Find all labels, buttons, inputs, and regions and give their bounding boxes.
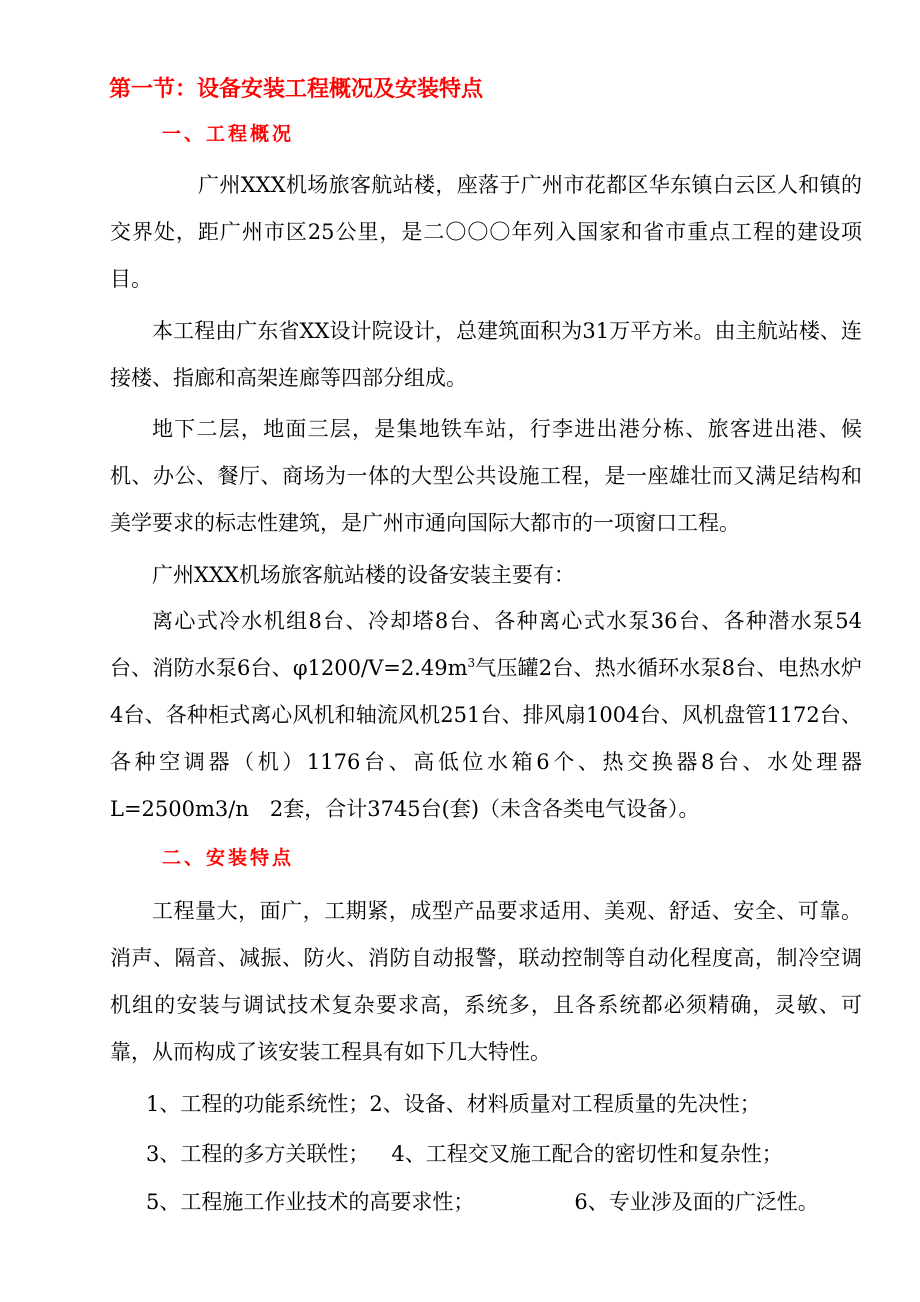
- feature-item: 6、专业涉及面的广泛性。: [574, 1190, 819, 1214]
- paragraph-airport-location: 广州XXX机场旅客航站楼，座落于广州市花都区华东镇白云区人和镇的交界处，距广州市区25公里，是二〇〇〇年列入国家和省市重点工程的建设项目。: [110, 173, 862, 291]
- feature-list-row: [146, 1184, 866, 1220]
- equipment-text-part2: 气压罐2台、热水循环水泵8台、电热水炉4台、各种柜式离心风机和轴流风机251台、排风扇1004台、风机盘管1172台、各种空调器（机）1176台、高低位水箱6个、热交换器8台、水处理器L=2500m3/n 2套，合计3745台(套)（未含各类电气设备）。: [110, 656, 862, 821]
- paragraph-design-area: 本工程由广东省XX设计院设计，总建筑面积为31万平方米。由主航站楼、连接楼、指廊和高架连廊等四部分组成。: [110, 319, 862, 390]
- paragraph-building-description: 地下二层，地面三层，是集地铁车站，行李进出港分栋、旅客进出港、候机、办公、餐厅、商场为一体的大型公共设施工程，是一座雄壮而又满足结构和美学要求的标志性建筑，是广州市通向国际大都市的一项窗口工程。: [110, 417, 862, 535]
- feature-item: 2、设备、材料质量对工程质量的先决性；: [369, 1092, 761, 1116]
- feature-list-row: [146, 1086, 866, 1122]
- paragraph-equipment-list: [110, 598, 862, 833]
- feature-list-row: [146, 1136, 866, 1172]
- paragraph-features: 工程量大，面广，工期紧，成型产品要求适用、美观、舒适、安全、可靠。消声、隔音、减振、防火、消防自动报警，联动控制等自动化程度高，制冷空调机组的安装与调试技术复杂要求高，系统多，且各系统都必须精确，灵敏、可靠，从而构成了该安装工程具有如下几大特性。: [110, 899, 862, 1064]
- section-title: 第一节：设备安装工程概况及安装特点: [109, 77, 484, 102]
- feature-item: 4、工程交叉施工配合的密切性和复杂性；: [391, 1142, 783, 1166]
- paragraph-equipment-intro: 广州XXX机场旅客航站楼的设备安装主要有：: [152, 563, 575, 587]
- feature-item: 5、工程施工作业技术的高要求性；: [146, 1190, 475, 1214]
- equipment-text-part1: 离心式冷水机组8台、冷却塔8台、各种离心式水泵36台、各种潜水泵54台、消防水泵6台、φ1200/V=2.49m: [110, 609, 862, 680]
- heading-features: 二、安装特点: [162, 847, 295, 869]
- heading-overview: 一、工程概况: [162, 123, 295, 145]
- cubic-superscript: 3: [467, 656, 476, 670]
- feature-item: 3、工程的多方关联性；: [146, 1142, 370, 1166]
- feature-item: 1、工程的功能系统性；: [146, 1092, 370, 1116]
